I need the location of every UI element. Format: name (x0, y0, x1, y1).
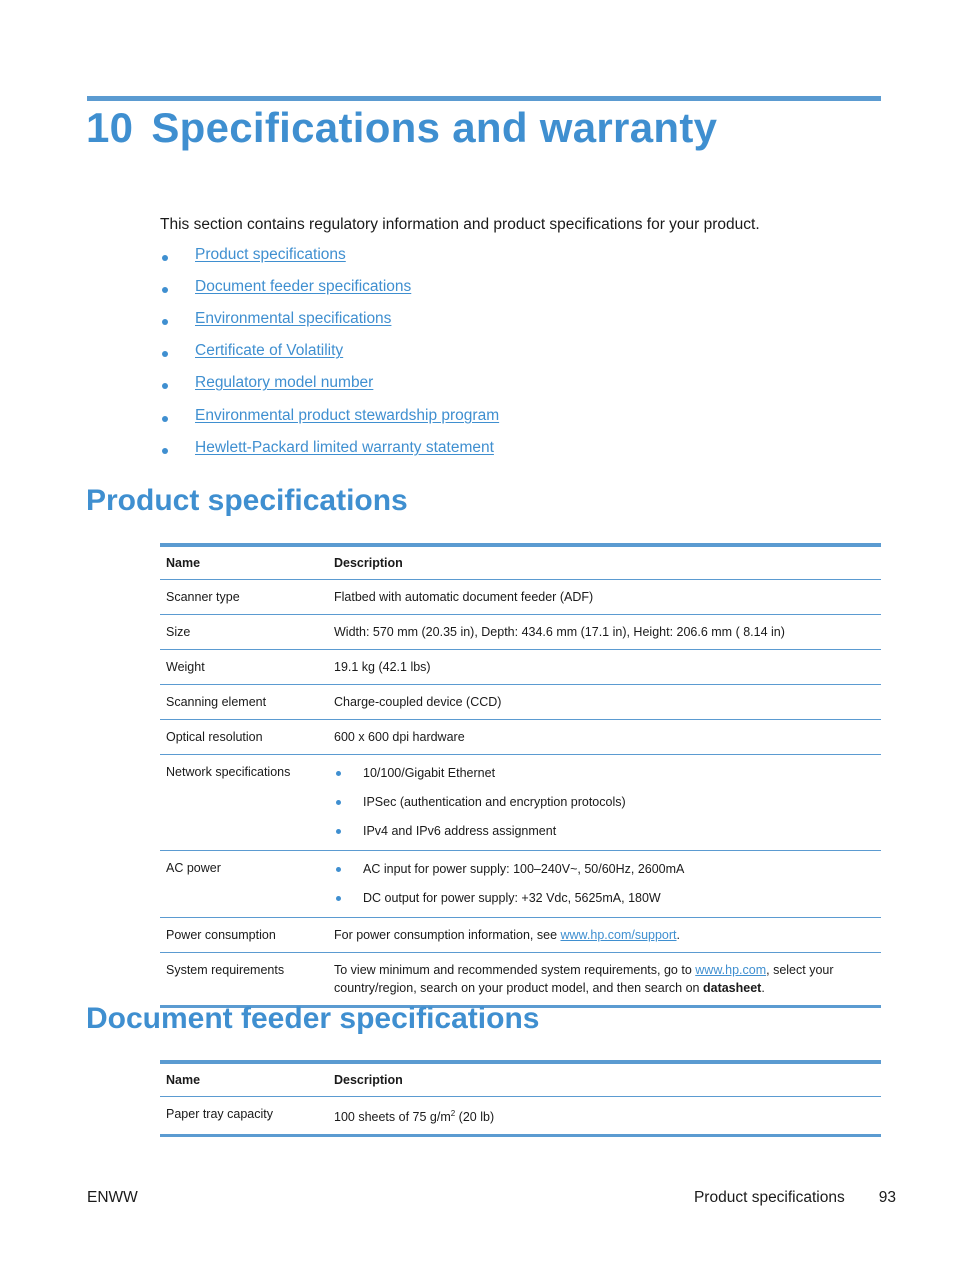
toc-link-environmental-product-stewardship[interactable]: Environmental product stewardship program (195, 407, 500, 424)
toc-link-document-feeder-specifications[interactable]: Document feeder specifications (195, 278, 412, 295)
toc-link-product-specifications[interactable]: Product specifications (195, 246, 346, 263)
list-item-text: IPv4 and IPv6 address assignment (363, 824, 557, 838)
hp-home-link[interactable]: www.hp.com (695, 963, 767, 977)
list-item-text: DC output for power supply: +32 Vdc, 5625mA, 180W (363, 891, 661, 905)
text-segment: (20 lb) (455, 1110, 495, 1125)
text-segment: , select your country/region, search on your product model, and then search on (334, 963, 834, 995)
spec-description-text: Charge-coupled device (CCD) (334, 695, 502, 709)
footer-right (694, 1189, 896, 1207)
toc-link-environmental-specifications[interactable]: Environmental specifications (195, 310, 392, 327)
footer-left-label: ENWW (87, 1189, 138, 1206)
spec-description (328, 953, 881, 1007)
bullet-icon (162, 287, 168, 293)
network-spec-list (334, 755, 875, 850)
spec-name (160, 1097, 328, 1136)
bullet-icon (336, 771, 341, 776)
product-specifications-heading: Product specifications (86, 484, 408, 517)
toc-link-hp-limited-warranty[interactable]: Hewlett-Packard limited warranty statement (195, 439, 494, 456)
spec-description-text (334, 918, 875, 952)
spec-description (328, 615, 881, 650)
bullet-icon (162, 319, 168, 325)
spec-name-text: Network specifications (166, 765, 291, 779)
spec-name (160, 650, 328, 685)
table-row (160, 1097, 881, 1136)
spec-name-text: Scanning element (166, 695, 267, 709)
column-header-name: Name (160, 545, 328, 580)
list-item (334, 759, 875, 788)
spec-name-text: Paper tray capacity (166, 1107, 273, 1121)
table-row (160, 953, 881, 1007)
table-row (160, 851, 881, 918)
bold-keyword: datasheet (702, 981, 762, 995)
text-segment: . (761, 981, 765, 995)
spec-name (160, 851, 328, 918)
page-number: 93 (878, 1189, 896, 1206)
ac-power-list (334, 851, 875, 917)
chapter-number: 10 (86, 104, 134, 151)
spec-name-text: Weight (166, 660, 205, 674)
table-row (160, 580, 881, 615)
spec-name (160, 685, 328, 720)
column-header-name: Name (160, 1062, 328, 1097)
table-row (160, 720, 881, 755)
spec-name-text: Optical resolution (166, 730, 263, 744)
list-item-text: IPSec (authentication and encryption protocols) (363, 795, 626, 809)
table-header-row (160, 545, 881, 580)
spec-name (160, 580, 328, 615)
spec-description (328, 720, 881, 755)
spec-name (160, 918, 328, 953)
document-feeder-specifications-table (160, 1060, 881, 1137)
bullet-icon (162, 255, 168, 261)
spec-name-text: Power consumption (166, 928, 276, 942)
chapter-rule (87, 96, 881, 101)
list-item-text: 10/100/Gigabit Ethernet (363, 766, 496, 780)
chapter-title-text: Specifications and warranty (151, 104, 718, 151)
spec-description (328, 918, 881, 953)
list-item (334, 884, 875, 913)
spec-description (328, 1097, 881, 1136)
spec-description (328, 851, 881, 918)
table-header-row (160, 1062, 881, 1097)
list-item-text: AC input for power supply: 100–240V~, 50/60Hz, 2600mA (363, 862, 685, 876)
spec-description (328, 685, 881, 720)
list-item (334, 855, 875, 884)
spec-description (328, 755, 881, 851)
spec-description-text (334, 1097, 875, 1134)
bullet-icon (162, 448, 168, 454)
bullet-icon (336, 896, 341, 901)
list-item (334, 788, 875, 817)
bullet-icon (162, 383, 168, 389)
bullet-icon (162, 351, 168, 357)
chapter-title (86, 104, 717, 152)
spec-description-text: Width: 570 mm (20.35 in), Depth: 434.6 mm (17.1 in), Height: 206.6 mm ( 8.14 in) (334, 625, 785, 639)
list-item (334, 817, 875, 846)
hp-support-link[interactable]: www.hp.com/support (560, 928, 677, 942)
spec-name (160, 720, 328, 755)
spec-name-text: Scanner type (166, 590, 240, 604)
column-header-description: Description (328, 545, 881, 580)
spec-description-text: 19.1 kg (42.1 lbs) (334, 660, 431, 674)
product-specifications-table (160, 543, 881, 1008)
bullet-icon (162, 416, 168, 422)
column-header-description: Description (328, 1062, 881, 1097)
table-row (160, 650, 881, 685)
bullet-icon (336, 867, 341, 872)
spec-description-text (334, 953, 875, 1005)
spec-name (160, 615, 328, 650)
spec-name (160, 755, 328, 851)
bullet-icon (336, 829, 341, 834)
bullet-icon (336, 800, 341, 805)
toc-link-regulatory-model-number[interactable]: Regulatory model number (195, 374, 374, 391)
text-segment: For power consumption information, see (334, 928, 561, 942)
text-segment: . (676, 928, 681, 942)
text-segment: To view minimum and recommended system requirements, go to (334, 963, 696, 977)
spec-description (328, 580, 881, 615)
spec-description-text: 600 x 600 dpi hardware (334, 730, 465, 744)
spec-name (160, 953, 328, 1007)
table-row (160, 685, 881, 720)
spec-description (328, 650, 881, 685)
spec-name-text: AC power (166, 861, 221, 875)
toc-link-certificate-of-volatility[interactable]: Certificate of Volatility (195, 342, 344, 359)
table-row (160, 755, 881, 851)
table-row (160, 918, 881, 953)
footer-section-name: Product specifications (693, 1189, 845, 1206)
spec-name-text: Size (166, 625, 191, 639)
text-segment: 100 sheets of 75 g/m (334, 1110, 451, 1125)
table-row (160, 615, 881, 650)
document-feeder-specifications-heading: Document feeder specifications (86, 1002, 540, 1035)
spec-name-text: System requirements (166, 963, 285, 977)
spec-description-text: Flatbed with automatic document feeder (ADF) (334, 590, 594, 604)
superscript: 2 (450, 1109, 456, 1118)
intro-paragraph: This section contains regulatory information and product specifications for your product. (160, 216, 760, 233)
